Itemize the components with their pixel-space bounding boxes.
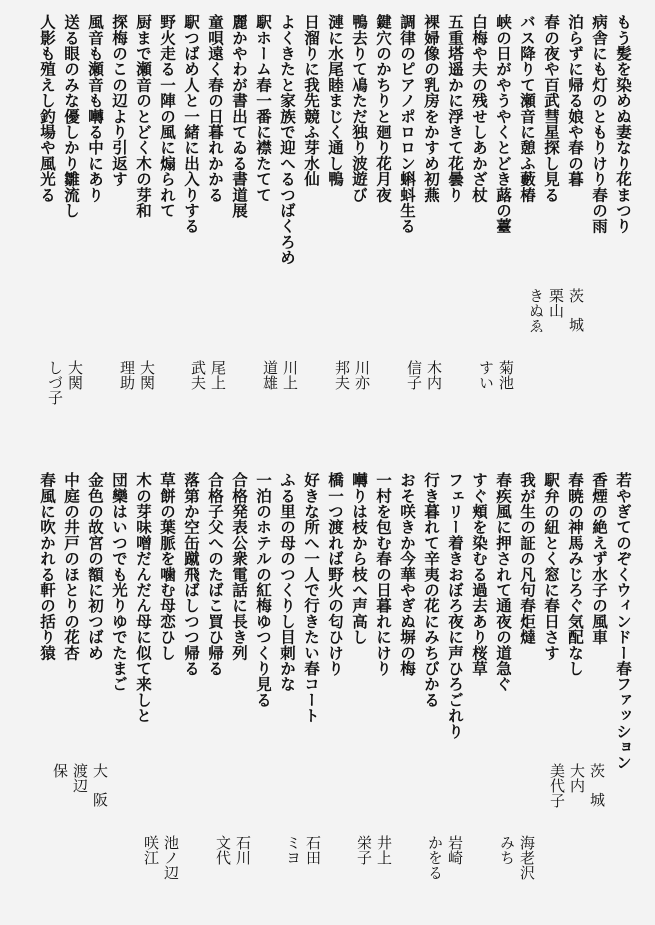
haiku-line: よくきたと家族で迎へるつばくろめ <box>278 14 297 266</box>
haiku-line: 駅つばめ人と一緒に出入りする <box>182 14 201 234</box>
author-credit <box>189 360 228 412</box>
author-surname: 川上 <box>281 360 299 390</box>
haiku-line: 泊らずに帰る娘や春の暮 <box>566 14 585 187</box>
author-given-name: 咲江 <box>142 835 160 865</box>
haiku-line: 香煙の絶えず水子の風車 <box>590 472 609 645</box>
author-surname: 大関 <box>66 360 84 390</box>
author-given-name: 美代子 <box>548 763 566 808</box>
haiku-line: 春風に吹かれる軒の括り猿 <box>38 472 57 661</box>
author-credit <box>548 763 607 827</box>
haiku-line: 日溜りに我先競ふ芽水仙 <box>302 14 321 187</box>
author-surname: 池ノ辺 <box>162 835 180 880</box>
author-credit <box>477 360 516 412</box>
haiku-line: 春の夜や百武彗星探し見る <box>542 14 561 203</box>
author-credit <box>527 288 586 352</box>
haiku-line: 行き暮れて辛夷の花にみちびかる <box>422 472 441 708</box>
author-given-name: すい <box>477 360 495 390</box>
haiku-line: 麗かやわが書出てゐる書道展 <box>230 14 249 219</box>
author-given-name: きぬゑ <box>527 288 545 333</box>
haiku-line: バス降りて瀬音に憩ふ藪椿 <box>518 14 537 203</box>
haiku-line: 峡の日がやうやくとどき蕗の薹 <box>494 14 513 234</box>
haiku-line: 合格発表公衆電話に長き列 <box>230 472 249 661</box>
haiku-line: 裸婦像の乳房をかすめ初燕 <box>422 14 441 203</box>
haiku-line: 木の芽味噌だんだん母に似て来しと <box>134 472 153 724</box>
author-credit <box>426 835 465 880</box>
author-credit <box>46 360 85 405</box>
haiku-line: 漣に水尾睦まじく通し鴨 <box>326 14 345 187</box>
haiku-line: 春暁の神馬みじろぐ気配なし <box>566 472 585 677</box>
haiku-line: 一泊のホテルの紅梅ゆつくり見る <box>254 472 273 708</box>
haiku-line: もう髪を染めぬ妻なり花まつり <box>614 14 633 234</box>
haiku-line: 落第か空缶蹴飛ばしつつ帰る <box>182 472 201 677</box>
author-given-name: 文代 <box>214 835 232 865</box>
author-surname: 菊池 <box>497 360 515 390</box>
haiku-line: 調律のピアノポロロン蝌蚪生る <box>398 14 417 234</box>
author-given-name: かをる <box>426 835 444 880</box>
haiku-line: 中庭の井戸のほとりの花杏 <box>62 472 81 661</box>
author-prefecture: 茨城 <box>567 288 585 346</box>
haiku-line: 鍵穴のかちりと廻り花月夜 <box>374 14 393 203</box>
author-surname: 木内 <box>425 360 443 390</box>
haiku-line: 駅ホーム春一番に襟たてて <box>254 14 273 203</box>
haiku-line: 駅弁の紐とく窓に春日さす <box>542 472 561 661</box>
haiku-block-top <box>0 0 655 450</box>
haiku-line: 五重塔遥かに浮きて花曇り <box>446 14 465 203</box>
haiku-line: 春疾風に押されて通夜の道急ぐ <box>494 472 513 692</box>
haiku-line: 病舎にも灯のともりけり春の雨 <box>590 14 609 234</box>
author-given-name: しづ子 <box>46 360 64 405</box>
author-surname: 栗山 <box>547 288 565 318</box>
author-surname: 大内 <box>568 763 586 793</box>
author-given-name: 道雄 <box>261 360 279 390</box>
haiku-line: 合格子父へのたばこ買ひ帰る <box>206 472 225 677</box>
author-surname: 岩崎 <box>446 835 464 865</box>
author-surname: 川亦 <box>353 360 371 390</box>
haiku-line: 好きな所へ一人で行きたい春コート <box>302 472 321 724</box>
haiku-line: 団欒はいつでも光りゆでたまご <box>110 472 129 692</box>
author-credit <box>405 360 444 412</box>
author-prefecture: 茨城 <box>588 763 606 821</box>
haiku-line: 白梅や夫の残せしあかざ杖 <box>470 14 489 203</box>
author-credit <box>261 360 300 412</box>
haiku-line: フェリー着きおぼろ夜に声ひろごれり <box>446 472 465 739</box>
author-given-name: 保 <box>51 763 69 778</box>
haiku-line: 探梅のこの辺より引返す <box>110 14 129 187</box>
author-credit <box>118 360 157 412</box>
author-credit <box>142 835 181 880</box>
author-given-name: みち <box>498 835 516 865</box>
author-surname: 石田 <box>304 835 322 865</box>
haiku-block-bottom <box>0 458 655 925</box>
haiku-line: 童唄遠く春の日暮れかかる <box>206 14 225 203</box>
haiku-line: 厨まで瀬音のとどく木の芽和 <box>134 14 153 219</box>
author-prefecture: 大阪 <box>91 763 109 821</box>
haiku-line: すぐ頬を染むる過去あり桜草 <box>470 472 489 677</box>
author-given-name: 信子 <box>405 360 423 390</box>
haiku-line: ふる里の母のつくりし目刺かな <box>278 472 297 692</box>
haiku-line: 送る眼のみな優しかり雛流し <box>62 14 81 219</box>
author-given-name: 理助 <box>118 360 136 390</box>
haiku-line: 野火走る一陣の風に煽られて <box>158 14 177 219</box>
author-surname: 渡辺 <box>71 763 89 793</box>
haiku-line: 鴨去りて鳰ただ独り波遊び <box>350 14 369 203</box>
author-surname: 井上 <box>375 835 393 865</box>
author-given-name: ミヨ <box>284 835 302 865</box>
author-given-name: 栄子 <box>355 835 373 865</box>
haiku-line: 橋一つ渡れば野火の匂ひけり <box>326 472 345 677</box>
author-given-name: 武夫 <box>189 360 207 390</box>
author-surname: 大関 <box>138 360 156 390</box>
author-credit <box>214 835 253 887</box>
haiku-line: 風音も瀬音も囀る中にあり <box>86 14 105 203</box>
haiku-line: 金色の故宮の額に初つばめ <box>86 472 105 661</box>
author-credit <box>51 763 110 827</box>
author-credit <box>284 835 323 887</box>
haiku-line: 一村を包む春の日暮れにけり <box>374 472 393 677</box>
author-credit <box>355 835 394 887</box>
haiku-line: 人影も殖えし釣場や風光る <box>38 14 57 203</box>
haiku-line: 若やぎてのぞくウィンドー春ファッション <box>614 472 633 771</box>
haiku-line: 囀りは枝から枝へ声高し <box>350 472 369 645</box>
author-credit <box>498 835 537 880</box>
haiku-line: 我が生の証の凡句春炬燵 <box>518 472 537 645</box>
haiku-line: 草餅の葉脈を噛む母恋ひし <box>158 472 177 661</box>
author-surname: 尾上 <box>209 360 227 390</box>
author-credit <box>333 360 372 412</box>
haiku-line: おそ咲きか今華やぎぬ塀の梅 <box>398 472 417 677</box>
author-given-name: 邦夫 <box>333 360 351 390</box>
author-surname: 海老沢 <box>518 835 536 880</box>
author-surname: 石川 <box>234 835 252 865</box>
